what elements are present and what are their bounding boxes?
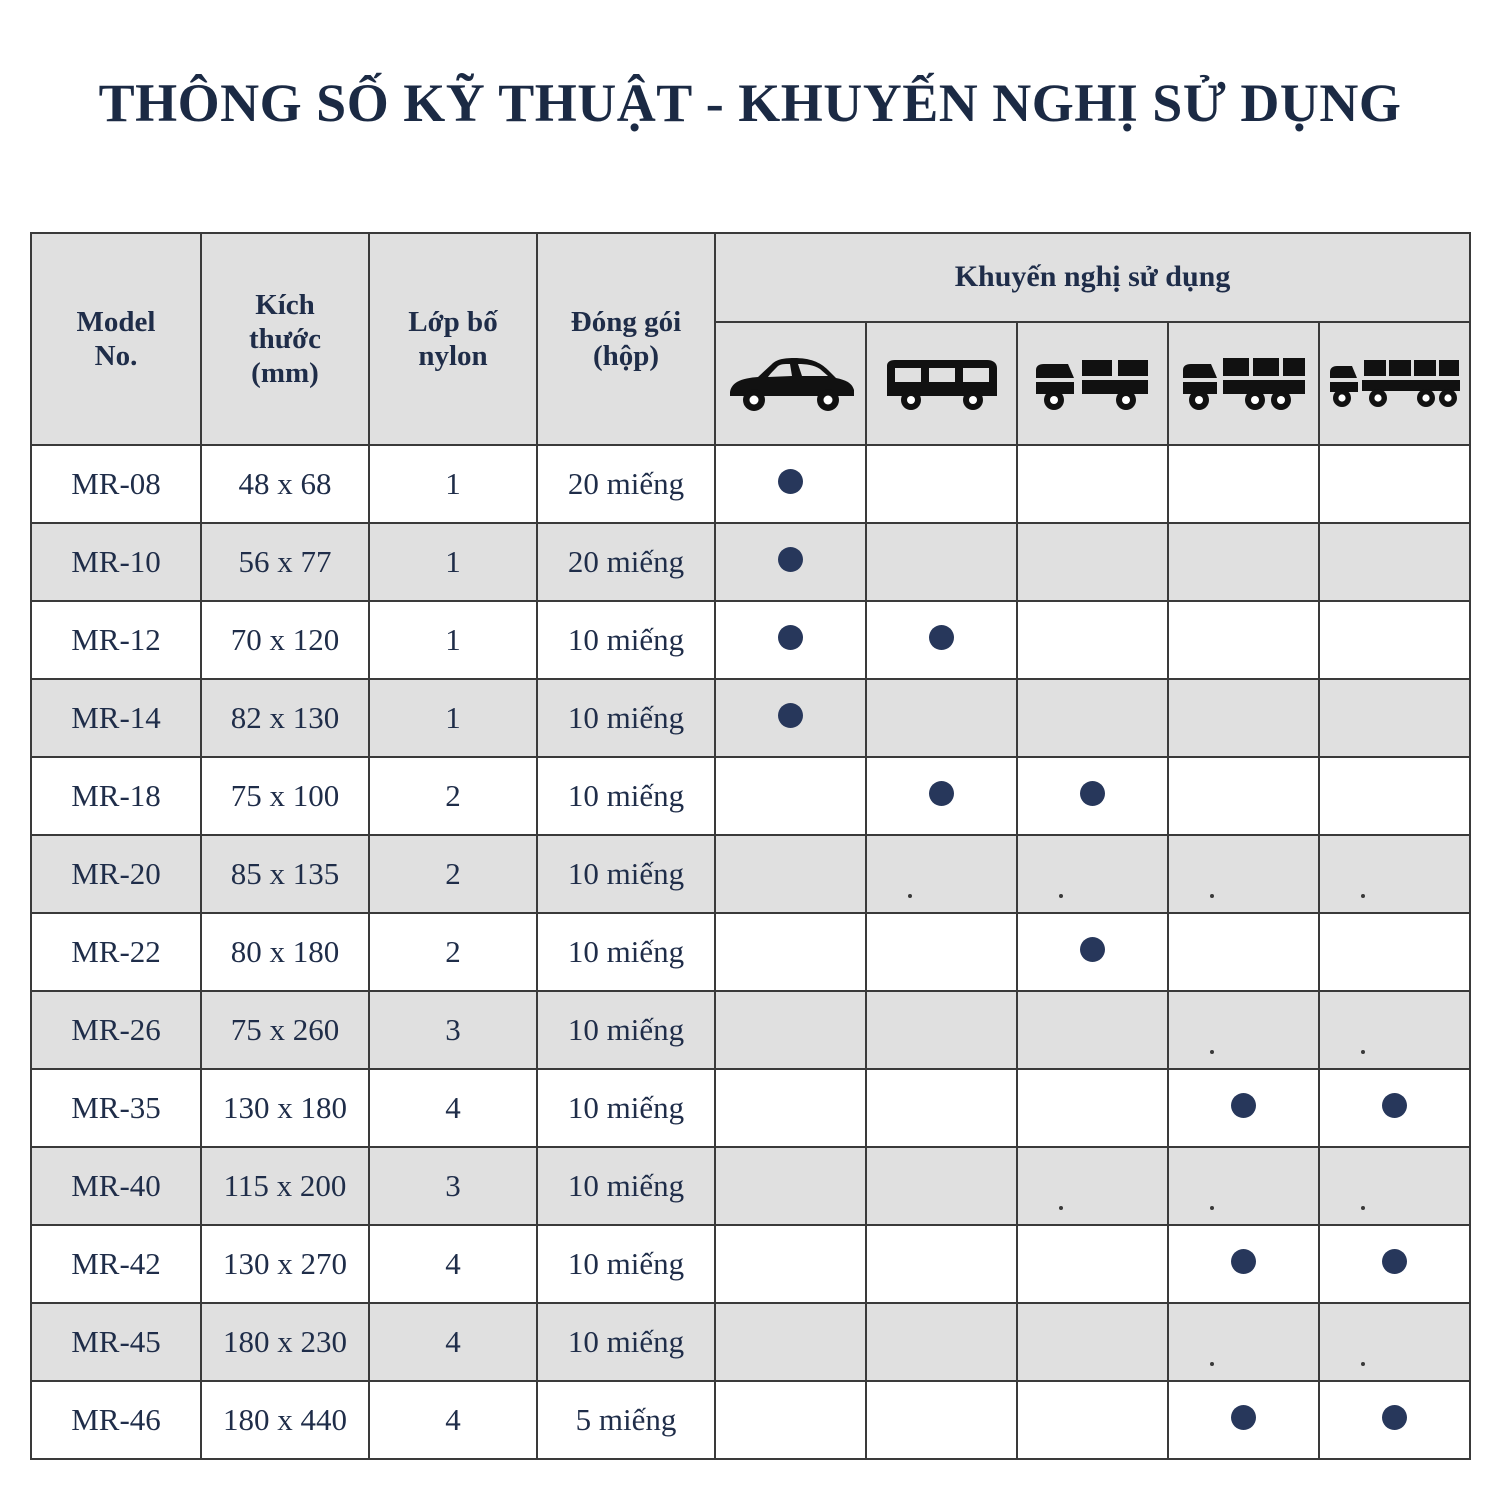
cell-rec-car	[715, 835, 866, 913]
cell-model: MR-40	[31, 1147, 201, 1225]
cell-rec-light-truck	[1017, 523, 1168, 601]
cell-rec-minibus	[866, 1225, 1017, 1303]
recommend-faint-dot	[1210, 1050, 1214, 1054]
table-head	[31, 233, 1470, 445]
column-header-packaging-line1: Đóng gói	[570, 305, 682, 338]
recommend-faint-dot	[1361, 894, 1365, 898]
cell-model: MR-10	[31, 523, 201, 601]
cell-packaging: 10 miếng	[537, 601, 715, 679]
recommend-dot	[1080, 781, 1105, 806]
cell-model: MR-08	[31, 445, 201, 523]
minibus-icon-cell	[866, 322, 1017, 445]
cell-rec-car	[715, 991, 866, 1069]
cell-rec-trailer-truck	[1319, 1225, 1470, 1303]
cell-packaging: 10 miếng	[537, 1303, 715, 1381]
cell-rec-light-truck	[1017, 1303, 1168, 1381]
light-truck-icon	[1018, 352, 1167, 414]
cell-rec-minibus	[866, 757, 1017, 835]
cell-packaging: 10 miếng	[537, 1225, 715, 1303]
cell-rec-car	[715, 1147, 866, 1225]
cell-size: 48 x 68	[201, 445, 369, 523]
cell-rec-trailer-truck	[1319, 835, 1470, 913]
column-header-recommendation: Khuyến nghị sử dụng	[715, 233, 1470, 322]
column-header-size-line3: (mm)	[251, 357, 319, 390]
cell-size: 56 x 77	[201, 523, 369, 601]
recommend-dot	[1231, 1249, 1256, 1274]
cell-model: MR-26	[31, 991, 201, 1069]
header-row-main	[31, 233, 1470, 322]
cell-ply: 4	[369, 1381, 537, 1459]
cell-model: MR-35	[31, 1069, 201, 1147]
cell-rec-heavy-truck	[1168, 679, 1319, 757]
cell-rec-minibus	[866, 679, 1017, 757]
cell-rec-trailer-truck	[1319, 523, 1470, 601]
cell-rec-car	[715, 1381, 866, 1459]
cell-packaging: 10 miếng	[537, 913, 715, 991]
column-header-size-line1: Kích	[255, 288, 315, 321]
table-row	[31, 445, 1470, 523]
cell-packaging: 5 miếng	[537, 1381, 715, 1459]
table-row	[31, 523, 1470, 601]
cell-ply: 1	[369, 445, 537, 523]
table-body	[31, 445, 1470, 1459]
recommend-faint-dot	[1361, 1362, 1365, 1366]
cell-rec-minibus	[866, 1303, 1017, 1381]
cell-packaging: 10 miếng	[537, 679, 715, 757]
cell-rec-trailer-truck	[1319, 679, 1470, 757]
cell-rec-trailer-truck	[1319, 601, 1470, 679]
cell-rec-car	[715, 523, 866, 601]
cell-rec-heavy-truck	[1168, 445, 1319, 523]
cell-model: MR-14	[31, 679, 201, 757]
car-icon-cell	[715, 322, 866, 445]
cell-rec-light-truck	[1017, 1225, 1168, 1303]
column-header-model-line1: Model	[76, 305, 156, 338]
cell-rec-trailer-truck	[1319, 1147, 1470, 1225]
table-row	[31, 1069, 1470, 1147]
cell-rec-heavy-truck	[1168, 1069, 1319, 1147]
recommend-faint-dot	[1210, 1362, 1214, 1366]
cell-packaging: 10 miếng	[537, 757, 715, 835]
cell-model: MR-12	[31, 601, 201, 679]
cell-rec-light-truck	[1017, 835, 1168, 913]
recommend-dot	[1080, 937, 1105, 962]
cell-packaging: 10 miếng	[537, 1147, 715, 1225]
cell-size: 180 x 230	[201, 1303, 369, 1381]
cell-ply: 1	[369, 523, 537, 601]
recommend-dot	[1231, 1405, 1256, 1430]
specification-table	[30, 232, 1471, 1460]
table-row	[31, 1147, 1470, 1225]
cell-rec-light-truck	[1017, 1147, 1168, 1225]
cell-ply: 4	[369, 1069, 537, 1147]
cell-rec-car	[715, 757, 866, 835]
recommend-faint-dot	[1361, 1206, 1365, 1210]
cell-size: 75 x 100	[201, 757, 369, 835]
cell-packaging: 20 miếng	[537, 523, 715, 601]
cell-rec-minibus	[866, 601, 1017, 679]
recommend-faint-dot	[1059, 894, 1063, 898]
cell-ply: 2	[369, 835, 537, 913]
cell-ply: 3	[369, 1147, 537, 1225]
column-header-ply-line2: nylon	[418, 340, 488, 372]
cell-rec-heavy-truck	[1168, 1381, 1319, 1459]
recommend-faint-dot	[1361, 1050, 1365, 1054]
cell-rec-light-truck	[1017, 679, 1168, 757]
table-row	[31, 1225, 1470, 1303]
recommend-dot	[778, 703, 803, 728]
cell-rec-trailer-truck	[1319, 757, 1470, 835]
cell-packaging: 20 miếng	[537, 445, 715, 523]
recommend-faint-dot	[1210, 1206, 1214, 1210]
cell-rec-trailer-truck	[1319, 1303, 1470, 1381]
cell-rec-trailer-truck	[1319, 1381, 1470, 1459]
column-header-packaging-line2: (hộp)	[592, 340, 660, 372]
recommend-dot	[929, 625, 954, 650]
table-row	[31, 757, 1470, 835]
cell-rec-light-truck	[1017, 445, 1168, 523]
cell-rec-minibus	[866, 991, 1017, 1069]
cell-size: 80 x 180	[201, 913, 369, 991]
cell-size: 130 x 270	[201, 1225, 369, 1303]
trailer-truck-icon-cell	[1319, 322, 1470, 445]
cell-size: 180 x 440	[201, 1381, 369, 1459]
recommend-dot	[1382, 1249, 1407, 1274]
recommend-dot	[1231, 1093, 1256, 1118]
table-row	[31, 679, 1470, 757]
column-header-model	[31, 233, 201, 445]
cell-rec-heavy-truck	[1168, 523, 1319, 601]
cell-size: 130 x 180	[201, 1069, 369, 1147]
cell-ply: 3	[369, 991, 537, 1069]
cell-size: 85 x 135	[201, 835, 369, 913]
cell-rec-car	[715, 1069, 866, 1147]
recommend-dot	[778, 547, 803, 572]
cell-model: MR-42	[31, 1225, 201, 1303]
recommend-dot	[778, 469, 803, 494]
column-header-model-line2: No.	[94, 340, 138, 372]
cell-rec-minibus	[866, 1147, 1017, 1225]
cell-rec-heavy-truck	[1168, 1147, 1319, 1225]
recommend-dot	[1382, 1093, 1407, 1118]
recommend-dot	[929, 781, 954, 806]
cell-rec-heavy-truck	[1168, 757, 1319, 835]
page-title: THÔNG SỐ KỸ THUẬT - KHUYẾN NGHỊ SỬ DỤNG	[98, 73, 1402, 133]
heavy-truck-icon-cell	[1168, 322, 1319, 445]
cell-rec-light-truck	[1017, 757, 1168, 835]
cell-ply: 4	[369, 1303, 537, 1381]
cell-rec-heavy-truck	[1168, 991, 1319, 1069]
cell-rec-light-truck	[1017, 913, 1168, 991]
column-header-ply-line1: Lớp bố	[408, 305, 498, 338]
column-header-ply	[369, 233, 537, 445]
cell-model: MR-20	[31, 835, 201, 913]
cell-rec-car	[715, 679, 866, 757]
cell-size: 115 x 200	[201, 1147, 369, 1225]
cell-ply: 1	[369, 679, 537, 757]
cell-rec-trailer-truck	[1319, 445, 1470, 523]
column-header-size-line2: thước	[248, 322, 322, 355]
trailer-truck-icon	[1320, 352, 1469, 414]
cell-packaging: 10 miếng	[537, 1069, 715, 1147]
cell-rec-heavy-truck	[1168, 913, 1319, 991]
cell-rec-heavy-truck	[1168, 1225, 1319, 1303]
table-row	[31, 601, 1470, 679]
cell-rec-minibus	[866, 523, 1017, 601]
table-row	[31, 1381, 1470, 1459]
cell-rec-trailer-truck	[1319, 1069, 1470, 1147]
cell-model: MR-45	[31, 1303, 201, 1381]
cell-rec-car	[715, 601, 866, 679]
cell-rec-heavy-truck	[1168, 601, 1319, 679]
cell-ply: 2	[369, 913, 537, 991]
cell-rec-minibus	[866, 913, 1017, 991]
cell-model: MR-46	[31, 1381, 201, 1459]
cell-rec-minibus	[866, 445, 1017, 523]
minibus-icon	[867, 352, 1016, 414]
table-row	[31, 991, 1470, 1069]
cell-model: MR-22	[31, 913, 201, 991]
cell-ply: 4	[369, 1225, 537, 1303]
cell-size: 82 x 130	[201, 679, 369, 757]
recommend-dot	[778, 625, 803, 650]
cell-rec-trailer-truck	[1319, 913, 1470, 991]
cell-rec-car	[715, 1303, 866, 1381]
recommend-faint-dot	[1059, 1206, 1063, 1210]
table-row	[31, 913, 1470, 991]
cell-rec-minibus	[866, 1381, 1017, 1459]
cell-rec-minibus	[866, 1069, 1017, 1147]
table-row	[31, 835, 1470, 913]
recommend-faint-dot	[908, 894, 912, 898]
cell-packaging: 10 miếng	[537, 835, 715, 913]
cell-size: 75 x 260	[201, 991, 369, 1069]
cell-ply: 1	[369, 601, 537, 679]
cell-packaging: 10 miếng	[537, 991, 715, 1069]
cell-ply: 2	[369, 757, 537, 835]
table-row	[31, 1303, 1470, 1381]
cell-size: 70 x 120	[201, 601, 369, 679]
column-header-size	[201, 233, 369, 445]
cell-rec-car	[715, 445, 866, 523]
cell-rec-light-truck	[1017, 1069, 1168, 1147]
cell-rec-heavy-truck	[1168, 1303, 1319, 1381]
car-icon	[716, 352, 865, 414]
cell-rec-heavy-truck	[1168, 835, 1319, 913]
cell-model: MR-18	[31, 757, 201, 835]
cell-rec-light-truck	[1017, 601, 1168, 679]
cell-rec-minibus	[866, 835, 1017, 913]
cell-rec-car	[715, 1225, 866, 1303]
heavy-truck-icon	[1169, 352, 1318, 414]
cell-rec-light-truck	[1017, 1381, 1168, 1459]
cell-rec-car	[715, 913, 866, 991]
cell-rec-light-truck	[1017, 991, 1168, 1069]
recommend-dot	[1382, 1405, 1407, 1430]
recommend-faint-dot	[1210, 894, 1214, 898]
column-header-packaging	[537, 233, 715, 445]
light-truck-icon-cell	[1017, 322, 1168, 445]
cell-rec-trailer-truck	[1319, 991, 1470, 1069]
